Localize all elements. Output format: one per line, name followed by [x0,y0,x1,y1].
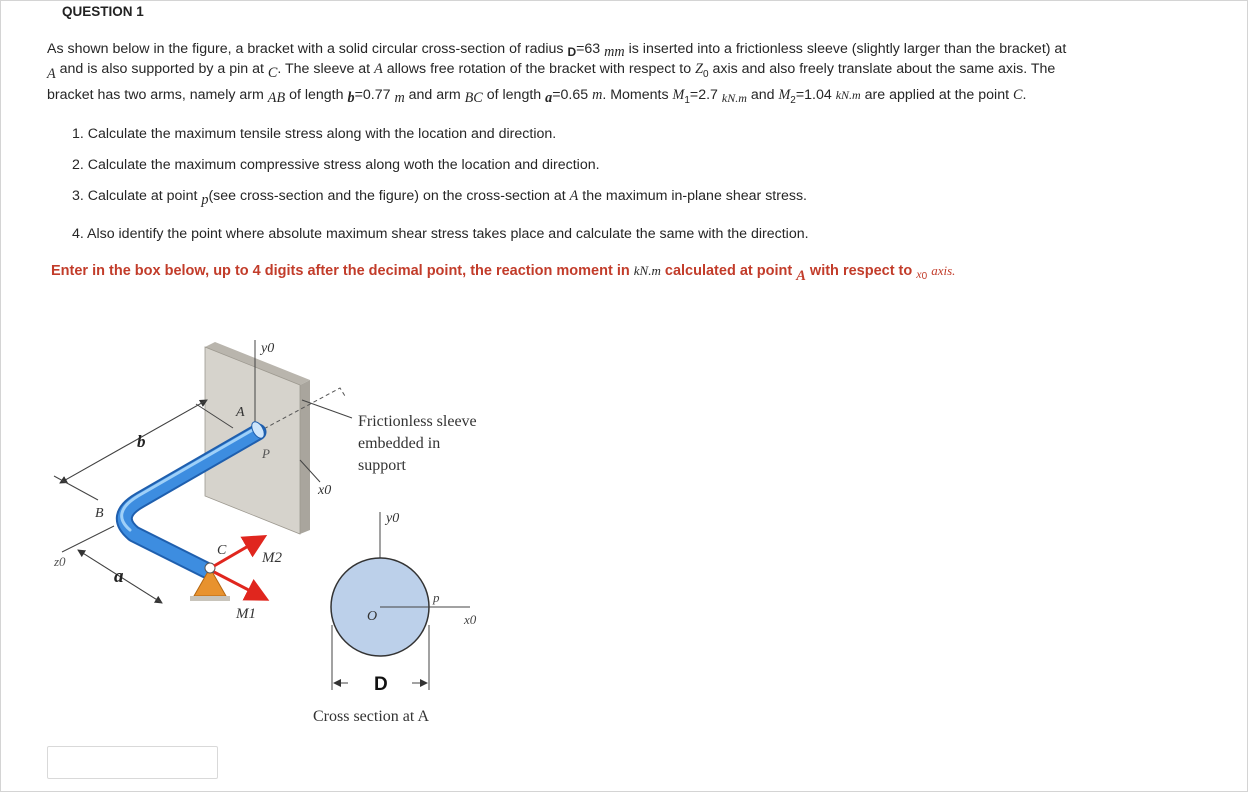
point-B-label: B [95,506,104,521]
cs-p-label: p [433,590,440,605]
question-title: QUESTION 1 [62,4,144,19]
sleeve-label-3: support [358,457,406,474]
task-item-3: 3. Calculate at point p(see cross-section and the figure) on the cross-section at A the maximum in-plane shear stress. [72,188,807,208]
point-P-label: P [262,446,270,461]
moment-M2-label: M2 [262,550,282,566]
x0-label: x0 [318,483,332,498]
cs-O-label: O [367,609,378,624]
point-A-label: A [236,405,245,420]
task-item-2: 2. Calculate the maximum compressive stress along woth the location and direction. [72,157,600,173]
problem-line-3: bracket has two arms, namely arm AB of length b=0.77 m and arm BC of length a=0.65 m. Moments $M_1=2.7$ $_{kN.m}$ and $M_2=1.04$ kN.m are applied at the point C. [47,87,1027,106]
moment-M1-label: M1 [236,606,256,622]
answer-instruction: Enter in the box below, up to 4 digits after the decimal point, the reaction moment in kN.m calculated at point A with respect to $_{x0}$ axis. [51,263,956,284]
cs-diameter-label: D [374,674,388,695]
problem-line-1: As shown below in the figure, a bracket with a solid circular cross-section of radius $_D$=63 mm is inserted into a frictionless sleeve (slightly larger than the bracket) at [47,41,1067,60]
task-item-1: 1. Calculate the maximum tensile stress along with the location and direction. [72,126,557,142]
bracket-figure [0,300,560,740]
answer-input[interactable] [47,746,218,779]
cs-caption: Cross section at A [313,708,429,725]
length-b-label: b [137,432,146,451]
cross-section [331,512,470,690]
sleeve-label-1: Frictionless sleeve [358,413,477,430]
z0-label: z0 [54,554,66,569]
y0-label: y0 [261,341,275,356]
length-a-label: a [114,566,124,587]
problem-line-2: A and is also supported by a pin at C. The sleeve at A allows free rotation of the bracket with respect to $Z_0$ axis and also freely translate about the same axis. The [47,61,1056,82]
cs-x0-label: x0 [464,612,477,627]
z0-axis-line [62,526,114,552]
cs-y0-label: y0 [386,511,400,526]
sleeve-label-2: embedded in [358,435,441,452]
point-C-label: C [217,543,227,558]
task-item-4: 4. Also identify the point where absolute maximum shear stress takes place and calculate the same with the direction. [72,226,809,242]
